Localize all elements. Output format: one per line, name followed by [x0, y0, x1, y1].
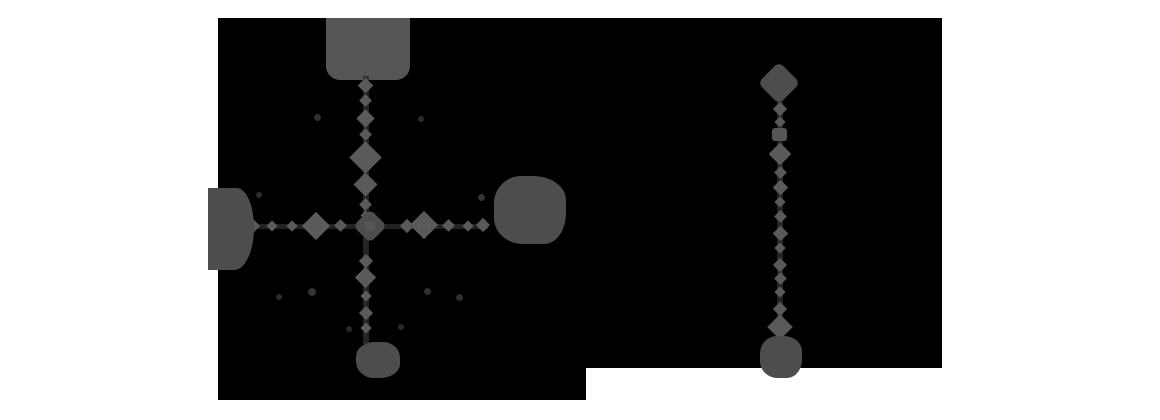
- speck: [276, 294, 282, 300]
- left-chain-node: [410, 211, 438, 239]
- speck: [424, 288, 431, 295]
- right-chain-node: [773, 180, 789, 196]
- left-chain-node: [355, 267, 376, 288]
- right-chain-node: [773, 102, 787, 116]
- left-right-blob: [494, 176, 566, 244]
- left-center-core: [365, 221, 375, 231]
- left-chain-node: [349, 141, 382, 174]
- left-chain-node: [286, 220, 297, 231]
- left-chain-node: [302, 212, 330, 240]
- speck: [314, 114, 321, 121]
- speck: [418, 116, 424, 122]
- speck: [308, 288, 316, 296]
- left-chain-node: [359, 306, 373, 320]
- left-chain-node: [359, 198, 372, 211]
- left-chain-node: [359, 254, 373, 268]
- left-chain-node: [334, 219, 347, 232]
- left-panel: [218, 18, 586, 400]
- left-chain-node: [359, 128, 372, 141]
- left-top-block: [326, 18, 410, 80]
- left-edge-blob: [208, 188, 254, 270]
- speck: [256, 192, 262, 198]
- left-chain-node: [358, 78, 374, 94]
- left-chain-node: [359, 94, 372, 107]
- right-chain-node: [773, 258, 787, 272]
- right-chain-node: [772, 128, 787, 141]
- right-top-diamond: [758, 62, 800, 104]
- speck: [456, 294, 463, 301]
- left-chain-node: [462, 220, 473, 231]
- left-chain-node: [266, 220, 277, 231]
- left-bottom-blob: [356, 342, 400, 378]
- speck: [398, 324, 404, 330]
- speck: [478, 194, 485, 201]
- left-chain-node: [353, 172, 377, 196]
- speck: [346, 326, 352, 332]
- left-chain-node: [356, 109, 374, 127]
- right-panel: [586, 18, 942, 368]
- right-chain-node: [769, 143, 792, 166]
- right-chain-node: [773, 226, 789, 242]
- left-chain-node: [442, 219, 455, 232]
- right-bottom-blob: [760, 336, 802, 378]
- left-chain-node: [476, 218, 490, 232]
